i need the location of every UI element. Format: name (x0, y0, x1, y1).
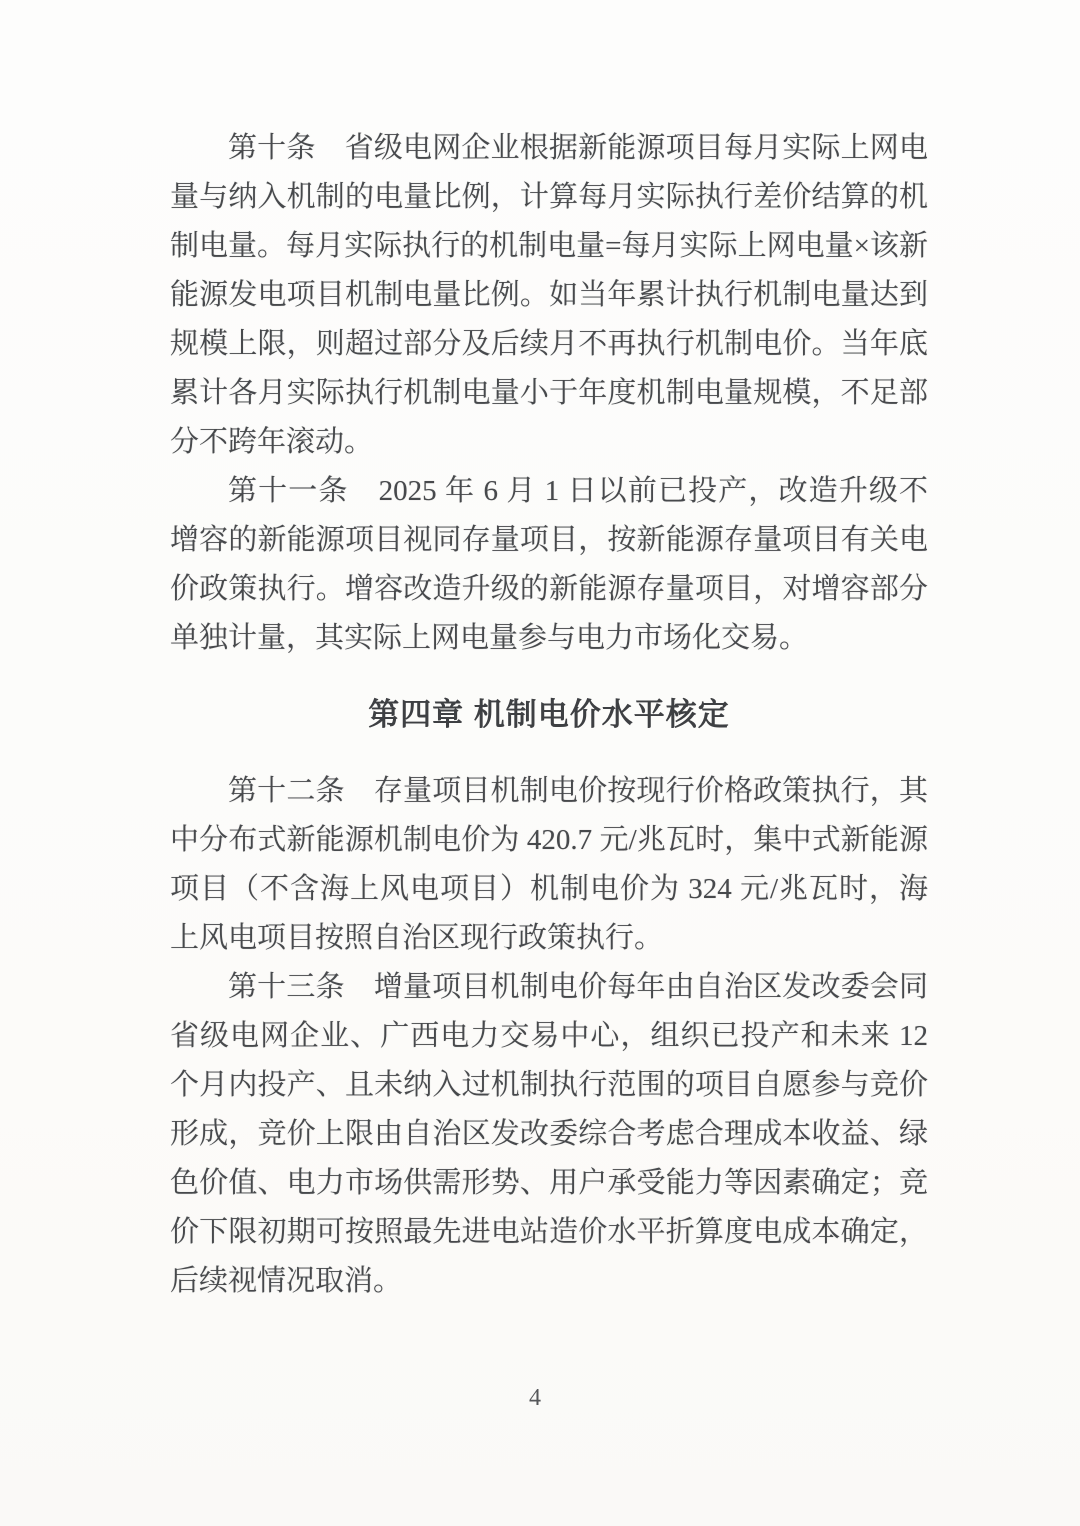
document-text-block (170, 124, 928, 1306)
paragraph-article-13: 第十三条 增量项目机制电价每年由自治区发改委会同省级电网企业、广西电力交易中心，组织已投产和未来 12 个月内投产、且未纳入过机制执行范围的项目自愿参与竞价形成，竞价上限由自治区发改委综合考虑合理成本收益、绿色价值、电力市场供需形势、用户承受能力等因素确定；竞价下限初期可按照最先进电站造价水平折算度电成本确定，后续视情况取消。 (170, 971, 928, 1297)
paragraph-article-12: 第十二条 存量项目机制电价按现行价格政策执行，其中分布式新能源机制电价为 420.7 元/兆瓦时，集中式新能源项目（不含海上风电项目）机制电价为 324 元/兆瓦时，海上风电项目按照自治区现行政策执行。 (170, 775, 928, 954)
paragraph-article-10: 第十条 省级电网企业根据新能源项目每月实际上网电量与纳入机制的电量比例，计算每月实际执行差价结算的机制电量。每月实际执行的机制电量=每月实际上网电量×该新能源发电项目机制电量比例。如当年累计执行机制电量达到规模上限，则超过部分及后续月不再执行机制电价。当年底累计各月实际执行机制电量小于年度机制电量规模，不足部分不跨年滚动。 (170, 132, 928, 458)
page-number: 4 (529, 1385, 541, 1411)
chapter-heading: 第四章 机制电价水平核定 (368, 697, 730, 732)
paragraph-article-11: 第十一条 2025 年 6 月 1 日以前已投产，改造升级不增容的新能源项目视同存量项目，按新能源存量项目有关电价政策执行。增容改造升级的新能源存量项目，对增容部分单独计量，其实际上网电量参与电力市场化交易。 (170, 475, 928, 654)
